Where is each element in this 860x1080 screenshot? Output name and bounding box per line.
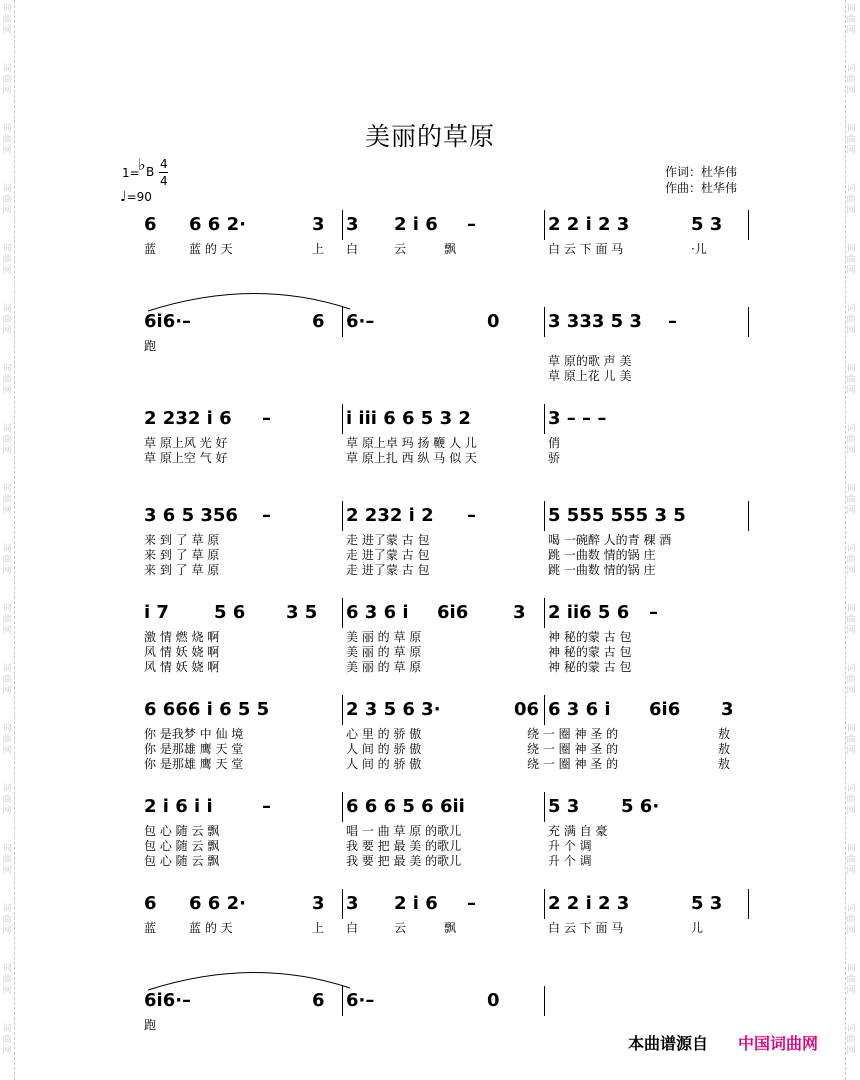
note-group: 3 <box>513 602 526 623</box>
note-group: 3 – – – <box>548 408 607 429</box>
note-group: 3 6 5 356 <box>144 505 238 526</box>
right-watermark-text: 词曲网 <box>846 784 856 816</box>
lyric-text: 来 到 了 草 原 <box>144 533 220 547</box>
page-title: 美丽的草原 <box>364 122 495 151</box>
left-watermark-text: 词曲网 <box>2 124 12 156</box>
note-group: 3 <box>312 214 325 235</box>
note-group: – <box>467 505 476 526</box>
right-watermark-text: 词曲网 <box>846 544 856 576</box>
quarter-note-icon: ♩ <box>120 189 127 205</box>
right-watermark-text: 词曲网 <box>846 304 856 336</box>
bar-line <box>748 307 749 337</box>
flat-sign: ♭ <box>138 155 146 174</box>
lyric-text: 心 里 的 骄 傲 <box>346 727 422 741</box>
right-watermark-text: 词曲网 <box>846 424 856 456</box>
note-group: 6i6 <box>649 699 681 720</box>
note-group: 6 <box>312 311 325 332</box>
bar-line <box>748 889 749 919</box>
bar-line <box>342 889 343 919</box>
lyric-text: 蓝 的 天 <box>189 921 233 935</box>
bar-line <box>544 695 545 725</box>
note-group: 3 333 5 3 <box>548 311 642 332</box>
note-group: 3 5 <box>286 602 318 623</box>
bar-line <box>342 792 343 822</box>
lyric-text: 敖 <box>718 727 731 741</box>
note-group: 3 <box>346 893 359 914</box>
lyric-text: 美 丽 的 草 原 <box>346 630 422 644</box>
lyric-text: 上 <box>312 242 325 256</box>
slur-icon <box>144 966 384 996</box>
note-group: 2 i 6 <box>394 893 438 914</box>
lyricist-credit: 作词：杜华伟 <box>665 165 738 179</box>
right-watermark-text: 词曲网 <box>846 844 856 876</box>
bar-line <box>544 889 545 919</box>
note-group: – <box>262 505 271 526</box>
lyric-text: 草 原上空 气 好 <box>144 451 228 465</box>
note-group: 3 <box>721 699 734 720</box>
lyric-text: 风 情 妖 娆 啊 <box>144 660 220 674</box>
lyric-text: 敖 <box>718 742 731 756</box>
left-watermark-text: 词曲网 <box>2 964 12 996</box>
lyric-text: 跑 <box>144 339 157 353</box>
note-group: 0 <box>487 990 500 1011</box>
bar-line <box>342 404 343 434</box>
note-group: 5 6· <box>621 796 660 817</box>
bar-line <box>544 986 545 1016</box>
composer-credit: 作曲：杜华伟 <box>665 181 738 195</box>
music-system <box>130 790 755 870</box>
lyric-text: 充 满 自 豪 <box>548 824 608 838</box>
lyric-text: 升 个 调 <box>548 839 592 853</box>
lyric-text: 人 间 的 骄 傲 <box>346 742 422 756</box>
lyric-text: 敖 <box>718 757 731 771</box>
note-group: 6 6 2· <box>189 214 246 235</box>
lyric-text: 白 云 下 面 马 <box>548 242 624 256</box>
lyric-text: 神 秘的蒙 古 包 <box>548 645 632 659</box>
right-watermark-text: 词曲网 <box>846 484 856 516</box>
note-group: 3 <box>312 893 325 914</box>
note-group: i 7 <box>144 602 169 623</box>
note-group: 5 6 <box>214 602 246 623</box>
note-group: 2 232 i 6 <box>144 408 232 429</box>
key-letter: B <box>146 165 155 179</box>
note-group: 6 <box>144 214 157 235</box>
lyric-text: 走 进了蒙 古 包 <box>346 563 430 577</box>
note-group: 6i6·– <box>144 990 192 1011</box>
lyric-text: 喝 一碗醉 人的青 稞 酒 <box>548 533 672 547</box>
lyric-text: 俏 <box>548 436 561 450</box>
lyric-text: 包 心 随 云 飘 <box>144 824 220 838</box>
music-system <box>130 305 755 385</box>
lyric-text: 来 到 了 草 原 <box>144 563 220 577</box>
right-watermark-text: 词曲网 <box>846 904 856 936</box>
key-prefix: 1= <box>122 166 140 180</box>
left-watermark-text: 词曲网 <box>2 544 12 576</box>
lyric-text: 神 秘的蒙 古 包 <box>548 630 632 644</box>
lyric-text: 白 <box>346 242 359 256</box>
lyric-text: 绕 一 圈 神 圣 的 <box>527 757 619 771</box>
left-watermark-text: 词曲网 <box>2 364 12 396</box>
lyric-text: 草 原上花 儿 美 <box>548 369 632 383</box>
right-watermark-text: 词曲网 <box>846 364 856 396</box>
note-group: – <box>649 602 658 623</box>
lyric-text: 绕 一 圈 神 圣 的 <box>527 727 619 741</box>
bar-line <box>342 695 343 725</box>
bar-line <box>544 404 545 434</box>
lyric-text: 我 要 把 最 美 的歌儿 <box>346 854 462 868</box>
music-system <box>130 693 755 773</box>
lyric-text: 包 心 随 云 飘 <box>144 854 220 868</box>
note-group: – <box>467 893 476 914</box>
lyric-text: 云 <box>394 921 407 935</box>
bar-line <box>544 210 545 240</box>
lyric-text: 走 进了蒙 古 包 <box>346 548 430 562</box>
note-group: – <box>262 408 271 429</box>
lyric-text: ·儿 <box>691 242 707 256</box>
music-system <box>130 887 755 967</box>
left-watermark-text: 词曲网 <box>2 64 12 96</box>
lyric-text: 白 云 下 面 马 <box>548 921 624 935</box>
right-watermark-text: 词曲网 <box>846 964 856 996</box>
lyric-text: 人 间 的 骄 傲 <box>346 757 422 771</box>
right-watermark-text: 词曲网 <box>846 604 856 636</box>
lyric-text: 草 原上卓 玛 扬 鞭 人 儿 <box>346 436 477 450</box>
left-watermark-text: 词曲网 <box>2 424 12 456</box>
note-group: 2 3 5 6 3· <box>346 699 441 720</box>
left-watermark-text: 词曲网 <box>2 244 12 276</box>
right-watermark-text: 词曲网 <box>846 184 856 216</box>
note-group: – <box>262 796 271 817</box>
left-watermark-text: 词曲网 <box>2 724 12 756</box>
time-signature-numerator: 4 <box>160 157 168 171</box>
lyric-text: 升 个 调 <box>548 854 592 868</box>
lyric-text: 蓝 <box>144 921 157 935</box>
lyric-text: 蓝 的 天 <box>189 242 233 256</box>
music-system <box>130 499 755 579</box>
note-group: 5 3 <box>548 796 580 817</box>
footer-source-label: 本曲谱源自 <box>628 1034 709 1053</box>
left-watermark-text: 词曲网 <box>2 904 12 936</box>
note-group: 6 3 6 i <box>346 602 409 623</box>
bar-line <box>342 501 343 531</box>
left-watermark-text: 词曲网 <box>2 4 12 36</box>
lyric-text: 白 <box>346 921 359 935</box>
lyric-text: 唱 一 曲 草 原 的歌儿 <box>346 824 462 838</box>
note-group: 2 2 i 2 3 <box>548 214 630 235</box>
lyric-text: 蓝 <box>144 242 157 256</box>
bar-line <box>748 210 749 240</box>
right-watermark-text: 词曲网 <box>846 4 856 36</box>
note-group: 6 666 i 6 5 5 <box>144 699 270 720</box>
lyric-text: 神 秘的蒙 古 包 <box>548 660 632 674</box>
left-watermark-text: 词曲网 <box>2 184 12 216</box>
lyric-text: 上 <box>312 921 325 935</box>
lyric-text: 我 要 把 最 美 的歌儿 <box>346 839 462 853</box>
note-group: – <box>668 311 677 332</box>
left-watermark-text: 词曲网 <box>2 1024 12 1056</box>
lyric-text: 跑 <box>144 1018 157 1032</box>
note-group: 6i6·– <box>144 311 192 332</box>
lyric-text: 云 <box>394 242 407 256</box>
note-group: 5 3 <box>691 214 723 235</box>
lyric-text: 草 原的歌 声 美 <box>548 354 632 368</box>
bar-line <box>342 598 343 628</box>
left-watermark-text: 词曲网 <box>2 484 12 516</box>
lyric-text: 美 丽 的 草 原 <box>346 660 422 674</box>
note-group: 6·– <box>346 311 375 332</box>
lyric-text: 跳 一曲数 情的锅 庄 <box>548 563 656 577</box>
lyric-text: 美 丽 的 草 原 <box>346 645 422 659</box>
note-group: 6i6 <box>437 602 469 623</box>
bar-line <box>748 501 749 531</box>
note-group: 06 <box>514 699 540 720</box>
note-group: i iii 6 6 5 3 2 <box>346 408 471 429</box>
lyric-text: 激 情 燃 烧 啊 <box>144 630 220 644</box>
footer-site-name: 中国词曲网 <box>738 1034 819 1053</box>
note-group: 5 3 <box>691 893 723 914</box>
lyric-text: 骄 <box>548 451 561 465</box>
note-group: – <box>467 214 476 235</box>
tempo-value: =90 <box>126 190 152 204</box>
lyric-text: 风 情 妖 娆 啊 <box>144 645 220 659</box>
note-group: 6·– <box>346 990 375 1011</box>
right-watermark-text: 词曲网 <box>846 244 856 276</box>
note-group: 0 <box>487 311 500 332</box>
time-signature-denominator: 4 <box>160 174 168 188</box>
lyric-text: 飘 <box>444 921 457 935</box>
lyric-text: 草 原上风 光 好 <box>144 436 228 450</box>
note-group: 6 6 6 5 6 6ii <box>346 796 465 817</box>
note-group: 2 ii6 5 6 <box>548 602 630 623</box>
left-watermark-text: 词曲网 <box>2 664 12 696</box>
right-watermark-text: 词曲网 <box>846 1024 856 1056</box>
slur-icon <box>144 287 384 317</box>
note-group: 2 i 6 i i <box>144 796 213 817</box>
right-watermark-text: 词曲网 <box>846 124 856 156</box>
right-watermark-text: 词曲网 <box>846 664 856 696</box>
music-system <box>130 596 755 676</box>
lyric-text: 跳 一曲数 情的锅 庄 <box>548 548 656 562</box>
lyric-text: 走 进了蒙 古 包 <box>346 533 430 547</box>
left-watermark-text: 词曲网 <box>2 844 12 876</box>
lyric-text: 绕 一 圈 神 圣 的 <box>527 742 619 756</box>
lyric-text: 草 原上扎 西 纵 马 似 天 <box>346 451 477 465</box>
lyric-text: 你 是我梦 中 仙 境 <box>144 727 244 741</box>
bar-line <box>544 307 545 337</box>
bar-line <box>544 598 545 628</box>
lyric-text: 包 心 随 云 飘 <box>144 839 220 853</box>
bar-line <box>544 501 545 531</box>
lyric-text: 飘 <box>444 242 457 256</box>
note-group: 2 i 6 <box>394 214 438 235</box>
music-system <box>130 208 755 288</box>
lyric-text: 儿 <box>691 921 704 935</box>
music-system <box>130 402 755 482</box>
note-group: 2 2 i 2 3 <box>548 893 630 914</box>
lyric-text: 来 到 了 草 原 <box>144 548 220 562</box>
time-signature-bar <box>159 172 168 173</box>
note-group: 6 6 2· <box>189 893 246 914</box>
note-group: 6 <box>144 893 157 914</box>
note-group: 3 <box>346 214 359 235</box>
bar-line <box>544 792 545 822</box>
right-watermark-text: 词曲网 <box>846 724 856 756</box>
note-group: 6 <box>312 990 325 1011</box>
left-watermark-text: 词曲网 <box>2 304 12 336</box>
lyric-text: 你 是那雄 鹰 天 堂 <box>144 742 244 756</box>
tempo-marking <box>120 190 152 205</box>
note-group: 2 232 i 2 <box>346 505 434 526</box>
bar-line <box>342 210 343 240</box>
note-group: 6 3 6 i <box>548 699 611 720</box>
left-watermark-text: 词曲网 <box>2 604 12 636</box>
left-watermark-text: 词曲网 <box>2 784 12 816</box>
right-watermark-text: 词曲网 <box>846 64 856 96</box>
note-group: 5 555 555 3 5 <box>548 505 686 526</box>
lyric-text: 你 是那雄 鹰 天 堂 <box>144 757 244 771</box>
